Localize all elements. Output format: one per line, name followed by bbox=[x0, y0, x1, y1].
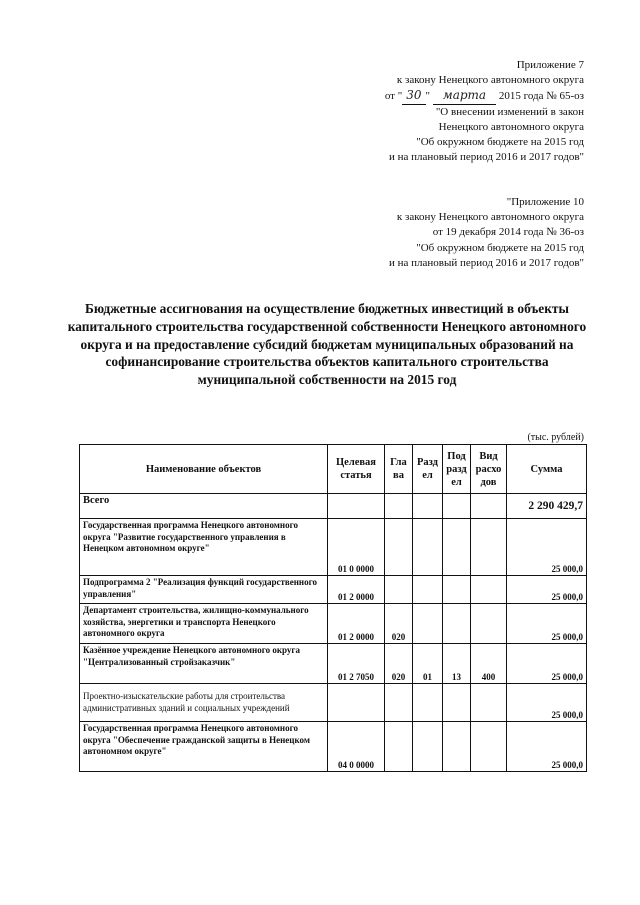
row-sum: 2 290 429,7 bbox=[507, 494, 587, 519]
row-sum: 25 000,0 bbox=[507, 644, 587, 684]
orig-date: от 19 декабря 2014 года № 36-оз bbox=[432, 226, 584, 239]
table-row bbox=[80, 604, 587, 644]
row-section bbox=[413, 604, 443, 644]
row-chapter: 020 bbox=[385, 644, 413, 684]
header-target: Целевая статья bbox=[328, 445, 385, 494]
row-target: 01 0 0000 bbox=[328, 519, 385, 576]
header-chapter: Гла ва bbox=[385, 445, 413, 494]
row-sum: 25 000,0 bbox=[507, 722, 587, 772]
appendix-line-6: "Об окружном бюджете на 2015 год bbox=[416, 136, 584, 149]
row-subsection bbox=[443, 684, 471, 722]
row-section bbox=[413, 519, 443, 576]
header-name: Наименование объектов bbox=[80, 445, 328, 494]
orig-line-4: "Об окружном бюджете на 2015 год bbox=[416, 241, 584, 254]
appendix-law-ref: к закону Ненецкого автономного округа bbox=[396, 74, 584, 87]
appendix-line-4: "О внесении изменений в закон bbox=[435, 105, 584, 118]
row-subsection bbox=[443, 604, 471, 644]
row-target bbox=[328, 684, 385, 722]
table-row bbox=[80, 519, 587, 576]
row-chapter bbox=[385, 519, 413, 576]
row-target: 01 2 0000 bbox=[328, 604, 385, 644]
row-exp-type bbox=[471, 604, 507, 644]
row-sum: 25 000,0 bbox=[507, 576, 587, 604]
orig-line-5: и на плановый период 2016 и 2017 годов" bbox=[388, 256, 584, 269]
appendix-amendment-block bbox=[385, 58, 584, 165]
table-row bbox=[80, 576, 587, 604]
row-section bbox=[413, 494, 443, 519]
table-row bbox=[80, 644, 587, 684]
date-prefix: от " bbox=[384, 90, 403, 103]
header-section: Разд ел bbox=[413, 445, 443, 494]
date-quote: " bbox=[425, 90, 431, 103]
row-name: Подпрограмма 2 "Реализация функций государственного управления" bbox=[80, 576, 328, 604]
row-target: 01 2 7050 bbox=[328, 644, 385, 684]
row-name: Государственная программа Ненецкого автономного округа "Обеспечение гражданской защиты в Ненецком автономном округе" bbox=[80, 722, 328, 772]
row-name: Государственная программа Ненецкого автономного округа "Развитие государственного управления в Ненецком автономном округе" bbox=[80, 519, 328, 576]
row-chapter bbox=[385, 576, 413, 604]
row-section bbox=[413, 576, 443, 604]
header-exp-type: Вид расхо дов bbox=[471, 445, 507, 494]
row-subsection bbox=[443, 494, 471, 519]
date-suffix: 2015 года № 65-оз bbox=[498, 90, 584, 103]
budget-table bbox=[79, 444, 587, 772]
row-subsection bbox=[443, 519, 471, 576]
row-sum: 25 000,0 bbox=[507, 684, 587, 722]
row-chapter: 020 bbox=[385, 604, 413, 644]
row-target: 01 2 0000 bbox=[328, 576, 385, 604]
row-subsection bbox=[443, 576, 471, 604]
table-row bbox=[80, 684, 587, 722]
row-name: Казённое учреждение Ненецкого автономного округа "Централизованный стройзаказчик" bbox=[80, 644, 328, 684]
document-title: Бюджетные ассигнования на осуществление бюджетных инвестиций в объекты капитального строительства государственной собственности Ненецкого автономного округа и на предоставление субсидий бюджетам муниципальных образований на софинансирование строительства объектов капитального строительства муниципальной собственности на 2015 год bbox=[67, 301, 587, 388]
table-header-row bbox=[80, 445, 587, 494]
appendix-date-line bbox=[385, 88, 584, 104]
row-section bbox=[413, 722, 443, 772]
row-chapter bbox=[385, 684, 413, 722]
appendix-number: Приложение 7 bbox=[516, 59, 584, 71]
row-exp-type bbox=[471, 684, 507, 722]
row-chapter bbox=[385, 722, 413, 772]
header-subsection: Под разд ел bbox=[443, 445, 471, 494]
handwritten-day: 30 bbox=[402, 88, 425, 104]
row-subsection bbox=[443, 722, 471, 772]
row-section bbox=[413, 684, 443, 722]
handwritten-month: марта bbox=[433, 88, 496, 104]
row-exp-type bbox=[471, 576, 507, 604]
row-chapter bbox=[385, 494, 413, 519]
row-exp-type bbox=[471, 519, 507, 576]
row-name: Всего bbox=[80, 494, 328, 519]
row-name: Проектно-изыскательские работы для строительства административных зданий и социальных учреждений bbox=[80, 684, 328, 722]
row-target: 04 0 0000 bbox=[328, 722, 385, 772]
table-row bbox=[80, 494, 587, 519]
table-row bbox=[80, 722, 587, 772]
header-sum: Сумма bbox=[507, 445, 587, 494]
row-section: 01 bbox=[413, 644, 443, 684]
row-exp-type: 400 bbox=[471, 644, 507, 684]
row-exp-type bbox=[471, 494, 507, 519]
units-note: (тыс. рублей) bbox=[527, 432, 584, 443]
row-sum: 25 000,0 bbox=[507, 519, 587, 576]
row-target bbox=[328, 494, 385, 519]
orig-law-ref: к закону Ненецкого автономного округа bbox=[396, 211, 584, 224]
appendix-original-block bbox=[389, 195, 584, 271]
row-name: Департамент строительства, жилищно-коммунального хозяйства, энергетики и транспорта Ненецкого автономного округа bbox=[80, 604, 328, 644]
row-subsection: 13 bbox=[443, 644, 471, 684]
appendix-line-7: и на плановый период 2016 и 2017 годов" bbox=[388, 151, 584, 164]
orig-appendix-number: "Приложение 10 bbox=[506, 196, 584, 208]
appendix-line-5: Ненецкого автономного округа bbox=[438, 120, 584, 133]
row-sum: 25 000,0 bbox=[507, 604, 587, 644]
row-exp-type bbox=[471, 722, 507, 772]
